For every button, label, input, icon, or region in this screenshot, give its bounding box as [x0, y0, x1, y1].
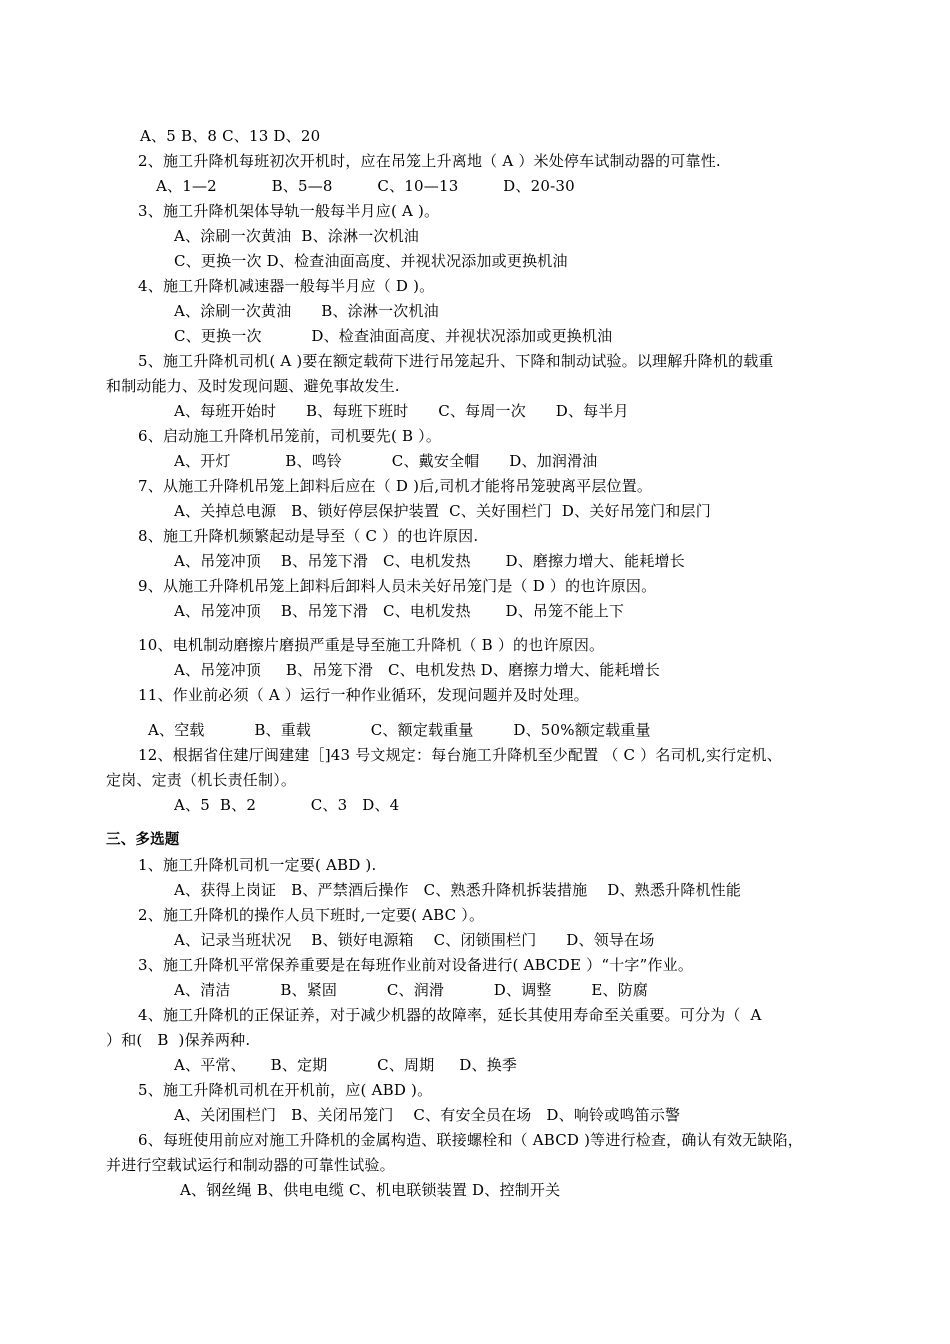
- mc-options-5: A、关闭围栏门 B、关闭吊笼门 C、有安全员在场 D、响铃或鸣笛示警: [174, 1106, 681, 1124]
- options-9: A、吊笼冲顶 B、吊笼下滑 C、电机发热 D、吊笼不能上下: [174, 602, 625, 620]
- options-10: A、吊笼冲顶 B、吊笼下滑 C、电机发热 D、磨擦力增大、能耗增长: [174, 661, 661, 679]
- question-2: 2、施工升降机每班初次开机时，应在吊笼上升离地（ A ）米处停车试制动器的可靠性.: [138, 152, 721, 170]
- mc-options-6: A、钢丝绳 B、供电电缆 C、机电联锁装置 D、控制开关: [180, 1181, 561, 1199]
- mc-question-4-cont: ）和( B )保养两种.: [106, 1031, 251, 1049]
- question-5: 5、施工升降机司机( A )要在额定载荷下进行吊笼起升、下降和制动试验。以理解升降机的载重: [138, 352, 774, 370]
- question-7: 7、从施工升降机吊笼上卸料后应在（ D )后,司机才能将吊笼驶离平层位置。: [138, 477, 653, 495]
- options-8: A、吊笼冲顶 B、吊笼下滑 C、电机发热 D、磨擦力增大、能耗增长: [174, 552, 685, 570]
- options-4b: C、更换一次 D、检查油面高度、并视状况添加或更换机油: [174, 327, 613, 345]
- question-6: 6、启动施工升降机吊笼前，司机要先( B ）。: [138, 427, 442, 445]
- question-5-cont: 和制动能力、及时发现问题、避免事故发生.: [106, 377, 400, 395]
- mc-options-3: A、清洁 B、紧固 C、润滑 D、调整 E、防腐: [174, 981, 649, 999]
- options-11: A、空载 B、重载 C、额定载重量 D、50%额定载重量: [148, 721, 651, 739]
- section-title-multi-choice: 三、多选题: [106, 832, 180, 848]
- mc-options-4: A、平常、 B、定期 C、周期 D、换季: [174, 1056, 518, 1074]
- options-12: A、5 B、2 C、3 D、4: [174, 796, 400, 814]
- mc-question-5: 5、施工升降机司机在开机前，应( ABD )。: [138, 1081, 433, 1099]
- question-12: 12、根据省住建厅闽建建［]43 号文规定：每台施工升降机至少配置 （ C ）名司机,实行定机、: [138, 746, 782, 764]
- mc-question-6: 6、每班使用前应对施工升降机的金属构造、联接螺栓和（ ABCD )等进行检查，确认有效无缺陷，: [138, 1131, 803, 1149]
- question-4: 4、施工升降机减速器一般每半月应（ D )。: [138, 277, 435, 295]
- mc-question-4: 4、施工升降机的正保证养，对于减少机器的故障率，延长其使用寿命至关重要。可分为（ A: [138, 1006, 762, 1024]
- question-11: 11、作业前必须（ A ）运行一种作业循环，发现问题并及时处理。: [138, 686, 589, 704]
- mc-question-2: 2、施工升降机的操作人员下班时,一定要( ABC ）。: [138, 906, 485, 924]
- options-5: A、每班开始时 B、每班下班时 C、每周一次 D、每半月: [174, 402, 629, 420]
- options-2: A、1—2 B、5—8 C、10—13 D、20-30: [156, 177, 575, 195]
- options-6: A、开灯 B、鸣铃 C、戴安全帽 D、加润滑油: [174, 452, 598, 470]
- mc-question-1: 1、施工升降机司机一定要( ABD ).: [138, 856, 377, 874]
- options-3b: C、更换一次 D、检查油面高度、并视状况添加或更换机油: [174, 252, 568, 270]
- question-8: 8、施工升降机频繁起动是导至（ C ）的也许原因.: [138, 527, 479, 545]
- question-3: 3、施工升降机架体导轨一般每半月应( A )。: [138, 202, 440, 220]
- mc-question-6-cont: 并进行空载试运行和制动器的可靠性试验。: [106, 1156, 395, 1174]
- mc-options-1: A、获得上岗证 B、严禁酒后操作 C、熟悉升降机拆装措施 D、熟悉升降机性能: [174, 881, 742, 899]
- mc-options-2: A、记录当班状况 B、锁好电源箱 C、闭锁围栏门 D、领导在场: [174, 931, 655, 949]
- mc-question-3: 3、施工升降机平常保养重要是在每班作业前对设备进行( ABCDE ）“十字”作业。: [138, 956, 694, 974]
- options-continued: A、5 B、8 C、13 D、20: [140, 127, 321, 145]
- question-12-cont: 定岗、定责（机长责任制）。: [106, 771, 297, 789]
- options-3a: A、涂刷一次黄油 B、涂淋一次机油: [174, 227, 419, 245]
- question-10: 10、电机制动磨擦片磨损严重是导至施工升降机（ B ）的也许原因。: [138, 636, 605, 654]
- options-7: A、关掉总电源 B、锁好停层保护装置 C、关好围栏门 D、关好吊笼门和层门: [174, 502, 711, 520]
- question-9: 9、从施工升降机吊笼上卸料后卸料人员未关好吊笼门是（ D ）的也许原因。: [138, 577, 657, 595]
- options-4a: A、涂刷一次黄油 B、涂淋一次机油: [174, 302, 439, 320]
